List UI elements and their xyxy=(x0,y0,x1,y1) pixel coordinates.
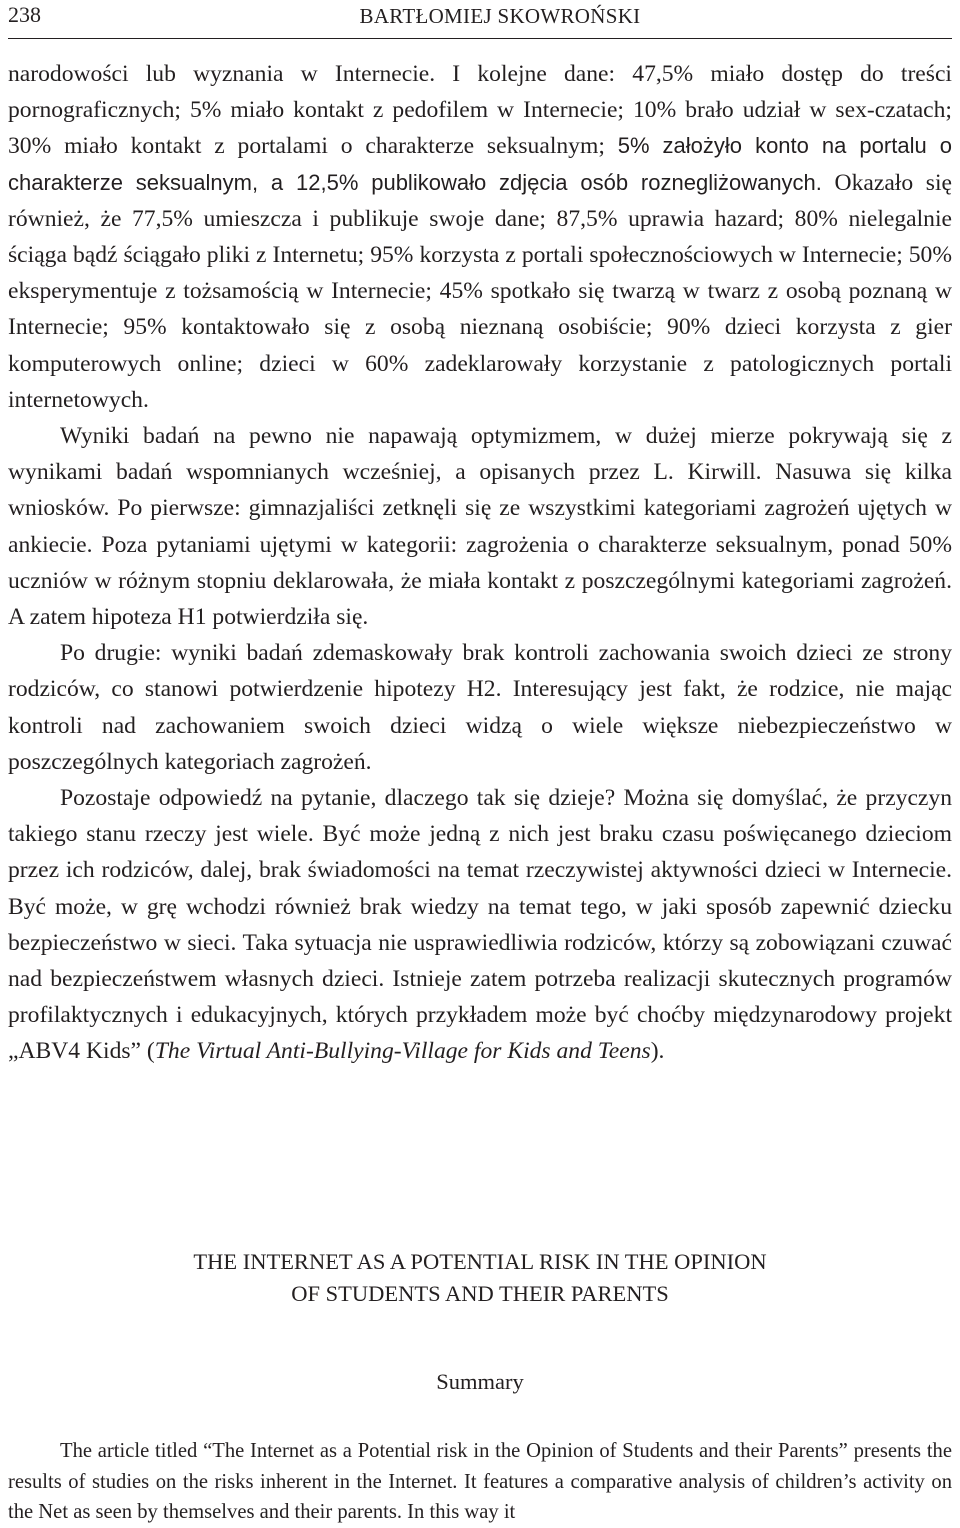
paragraph-4-start: Pozostaje odpowiedź na pytanie, dlaczego tak się dzieje? Można się domyślać, że przyczyn takiego stanu rzeczy jest wiele. Być może jedną z nich jest braku czasu poświęcanego dzieciom przez ich rodziców, dalej, brak świadomości na temat rzeczywistej aktywności dzieci w Internecie. Być może, w grę wchodzi również brak wiedzy na temat tego, w jaki sposób zapewnić dziecku bezpieczeństwo w sieci. Taka sytuacja nie usprawiedliwia rodziców, którzy są zobowiązani czuwać nad bezpieczeństwem własnych dzieci. Istnieje zatem potrzeba realizacji skutecznych programów profilaktycznych i edukacyjnych, których przykładem może być choćby międzynarodowy projekt „ABV4 Kids” ( xyxy=(8,785,952,1065)
running-head-author: BARTŁOMIEJ SKOWROŃSKI xyxy=(359,4,641,28)
paragraph-1-sans-segment: 5% założyło konto na portalu o charakterze seksualnym, a 12,5% publikowało zdjęcia osób roznegliżowanych. xyxy=(8,133,952,195)
project-name-italic: The Virtual Anti-Bullying-Village for Kids and Teens xyxy=(154,1038,651,1065)
summary-title-line-2: OF STUDENTS AND THEIR PARENTS xyxy=(291,1281,669,1306)
paragraph-1-end: Okazało się również, że 77,5% umieszcza i publikuje swoje dane; 87,5% uprawia hazard; 80% nielegalnie ściąga bądź ściągało pliki z Internetu; 95% korzysta z portali społecznościowych w Internecie; 50% eksperymentuje z tożsamością w Internecie; 45% spotkało się twarzą w twarz z osobą poznaną w Internecie; 95% kontaktowało się z osobą nieznaną osobiście; 90% dzieci korzysta z gier komputerowych online; dzieci w 60% zadeklarowały korzystanie z patologicznych portali internetowych. xyxy=(8,169,953,413)
summary-title-line-1: THE INTERNET AS A POTENTIAL RISK IN THE OPINION xyxy=(193,1249,767,1274)
paragraph-1 xyxy=(8,56,952,418)
paragraph-1-start: narodowości lub wyznania w Internecie. I kolejne dane: 47,5% miało dostęp do treści pornograficznych; 5% miało kontakt z pedofilem w Internecie; 10% brało udział w sex-czatach; 30% miało kontakt z portalami o charakterze seksualnym; xyxy=(8,61,952,160)
header-rule xyxy=(8,38,952,39)
page-header xyxy=(8,0,952,38)
page-number: 238 xyxy=(8,2,41,27)
body-text xyxy=(8,56,952,1070)
paragraph-3: Po drugie: wyniki badań zdemaskowały brak kontroli zachowania swoich dzieci ze strony rodziców, co stanowi potwierdzenie hipotezy H2. Interesujący jest fakt, że rodzice, nie mając kontroli nad zachowaniem swoich dzieci widzą o wiele większe niebezpieczeństwo w poszczególnych kategoriach zagrożeń. xyxy=(8,640,952,775)
summary-heading: Summary xyxy=(436,1369,524,1394)
paragraph-4 xyxy=(8,780,952,1070)
summary-text: The article titled “The Internet as a Potential risk in the Opinion of Students and their Parents” presents the results of studies on the risks inherent in the Internet. It features a comparative analysis of children’s activity on the Net as seen by themselves and their parents. In this way it xyxy=(8,1440,952,1523)
english-summary xyxy=(8,1246,952,1528)
paragraph-4-end: ). xyxy=(650,1038,665,1065)
paragraph-2: Wyniki badań na pewno nie napawają optymizmem, w dużej mierze pokrywają się z wynikami badań wspomnianych wcześniej, a opisanych przez L. Kirwill. Nasuwa się kilka wniosków. Po pierwsze: gimnazjaliści zetknęli się ze wszystkimi kategoriami zagrożeń ujętych w ankiecie. Poza pytaniami ujętymi w kategorii: zagrożenia o charakterze seksualnym, ponad 50% uczniów w różnym stopniu deklarowała, że miała kontakt z poszczególnymi kategoriami zagrożeń. A zatem hipoteza H1 potwierdziła się. xyxy=(8,423,952,631)
